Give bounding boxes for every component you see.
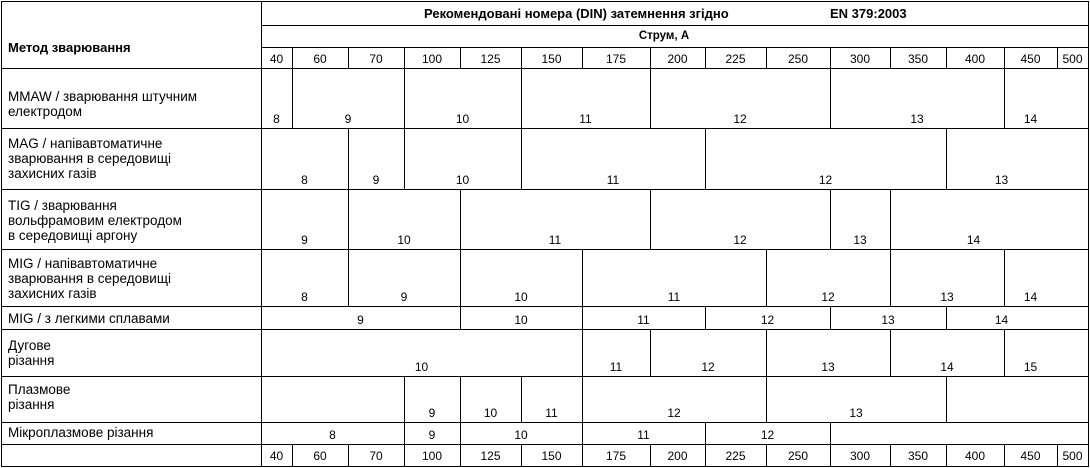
current-scale-bottom-tick xyxy=(705,444,706,467)
current-scale-top-tick xyxy=(766,47,767,69)
shade-number: 8 xyxy=(301,290,308,304)
row-divider xyxy=(1,329,1089,330)
current-scale-top-tick xyxy=(582,47,583,69)
shade-number: 14 xyxy=(994,313,1009,327)
segment-boundary xyxy=(348,128,349,190)
shade-number: 12 xyxy=(760,428,775,442)
shade-number: 13 xyxy=(994,173,1009,187)
shade-number: 10 xyxy=(397,233,411,247)
shade-number: 9 xyxy=(357,313,364,327)
current-scale-top-value: 250 xyxy=(787,52,809,66)
shade-number: 15 xyxy=(1023,360,1038,374)
table-border-bottom xyxy=(1,466,1089,467)
title-divider xyxy=(261,25,1089,26)
segment-boundary xyxy=(1004,68,1005,129)
current-label: Струм, А xyxy=(638,30,690,42)
scale-divider xyxy=(261,47,1089,48)
current-scale-bottom-value: 70 xyxy=(369,449,383,463)
current-scale-bottom-tick xyxy=(348,444,349,467)
segment-boundary xyxy=(582,376,583,423)
segment-boundary xyxy=(404,68,405,129)
shade-number: 11 xyxy=(667,290,681,304)
segment-boundary xyxy=(890,329,891,377)
segment-boundary xyxy=(946,128,947,190)
current-scale-bottom-tick xyxy=(1057,444,1058,467)
segment-boundary xyxy=(890,189,891,250)
current-scale-bottom-value: 400 xyxy=(964,449,986,463)
segment-boundary xyxy=(705,306,706,330)
current-scale-top-value: 200 xyxy=(667,52,688,66)
method-name: Мікроплазмове різання xyxy=(8,425,154,440)
current-scale-bottom-value: 500 xyxy=(1062,449,1083,463)
current-scale-top-value: 40 xyxy=(269,52,284,66)
current-scale-bottom-tick xyxy=(1004,444,1005,467)
shade-number: 14 xyxy=(1023,290,1038,304)
shade-number: 9 xyxy=(428,428,436,442)
segment-boundary xyxy=(830,422,831,445)
segment-boundary xyxy=(404,422,405,445)
row-divider xyxy=(1,189,1089,190)
table-border-right xyxy=(1088,1,1089,467)
shade-number: 12 xyxy=(667,406,681,420)
standard-reference: EN 379:2003 xyxy=(830,6,907,21)
current-scale-bottom-value: 125 xyxy=(480,449,501,463)
segment-boundary xyxy=(460,189,461,250)
segment-boundary xyxy=(582,306,583,330)
segment-boundary xyxy=(1004,329,1005,377)
current-scale-bottom-value: 175 xyxy=(605,449,627,463)
table-title: Рекомендовані номера (DIN) затемнення згідно xyxy=(424,6,729,21)
segment-boundary xyxy=(946,306,947,330)
segment-boundary xyxy=(890,249,891,307)
current-scale-bottom-tick xyxy=(404,444,405,467)
segment-boundary xyxy=(521,128,522,190)
current-scale-bottom-tick xyxy=(890,444,891,467)
method-name: MMAW / зварювання штучним електродом xyxy=(8,89,198,119)
segment-boundary xyxy=(460,306,461,330)
shade-number: 13 xyxy=(940,290,954,304)
current-scale-bottom-value: 350 xyxy=(907,449,929,463)
current-scale-bottom-value: 300 xyxy=(849,449,871,463)
segment-boundary xyxy=(766,329,767,377)
method-name: MIG / з легкими сплавами xyxy=(8,311,170,326)
segment-boundary xyxy=(348,249,349,307)
method-name: Дугове різання xyxy=(8,338,55,368)
method-name: MIG / напівавтоматичне зварювання в середовищі захисних газів xyxy=(8,256,171,301)
current-scale-top-tick xyxy=(946,47,947,69)
shade-number: 9 xyxy=(400,290,408,304)
segment-boundary xyxy=(946,376,947,423)
segment-boundary xyxy=(582,329,583,377)
method-column-header: Метод зварювання xyxy=(8,40,131,55)
current-scale-bottom-value: 225 xyxy=(725,449,746,463)
current-scale-bottom-value: 60 xyxy=(313,449,327,463)
shade-number: 9 xyxy=(428,406,436,420)
shade-number: 13 xyxy=(910,112,924,126)
shade-number: 9 xyxy=(372,173,380,187)
table-border-left xyxy=(1,1,2,467)
row-divider xyxy=(1,422,1089,423)
shade-number: 12 xyxy=(821,290,835,304)
current-scale-bottom-tick xyxy=(292,444,293,467)
segment-boundary xyxy=(830,189,831,250)
segment-boundary xyxy=(1004,249,1005,307)
segment-boundary xyxy=(766,376,767,423)
shade-number: 11 xyxy=(579,112,592,126)
current-scale-top-value: 150 xyxy=(541,52,562,66)
row-divider xyxy=(1,444,1089,445)
segment-boundary xyxy=(404,128,405,190)
row-divider xyxy=(1,128,1089,129)
shade-number: 14 xyxy=(1023,112,1038,126)
header-bottom xyxy=(1,68,1089,69)
current-scale-top-value: 300 xyxy=(849,52,871,66)
shade-number: 14 xyxy=(966,233,981,247)
segment-boundary xyxy=(292,68,293,129)
segment-boundary xyxy=(348,189,349,250)
current-scale-top-value: 225 xyxy=(725,52,746,66)
segment-boundary xyxy=(460,376,461,423)
shade-number: 11 xyxy=(548,233,562,247)
method-name: MAG / напівавтоматичне зварювання в середовищі захисних газів xyxy=(8,136,171,181)
shade-number: 13 xyxy=(853,233,867,247)
shade-number: 8 xyxy=(329,428,336,442)
current-scale-bottom-tick xyxy=(650,444,651,467)
shade-number: 10 xyxy=(514,290,528,304)
row-divider xyxy=(1,306,1089,307)
shade-number: 12 xyxy=(733,112,747,126)
segment-boundary xyxy=(650,189,651,250)
shade-number: 11 xyxy=(606,173,620,187)
current-scale-bottom-value: 40 xyxy=(269,449,284,463)
current-scale-top-tick xyxy=(521,47,522,69)
current-scale-top-tick xyxy=(348,47,349,69)
method-column-divider xyxy=(261,1,262,467)
current-scale-top-value: 125 xyxy=(480,52,501,66)
segment-boundary xyxy=(705,128,706,190)
current-scale-top-tick xyxy=(705,47,706,69)
method-name: Плазмове різання xyxy=(8,382,71,412)
shade-number: 14 xyxy=(940,360,954,374)
segment-boundary xyxy=(460,249,461,307)
shade-number: 10 xyxy=(514,313,528,327)
shade-number: 10 xyxy=(414,360,429,374)
segment-boundary xyxy=(521,68,522,129)
segment-boundary xyxy=(521,376,522,423)
row-divider xyxy=(1,376,1089,377)
shade-number: 11 xyxy=(637,428,650,442)
shade-number: 10 xyxy=(455,112,470,126)
current-scale-top-tick xyxy=(890,47,891,69)
method-name: TIG / зварювання вольфрамовим електродом в середовищі аргону xyxy=(8,198,182,243)
current-scale-top-value: 500 xyxy=(1062,52,1083,66)
current-scale-top-tick xyxy=(292,47,293,69)
shade-number: 11 xyxy=(545,406,558,420)
current-scale-top-value: 400 xyxy=(964,52,986,66)
shade-number: 13 xyxy=(881,313,895,327)
current-scale-bottom-value: 200 xyxy=(667,449,688,463)
segment-boundary xyxy=(650,68,651,129)
current-scale-bottom-tick xyxy=(946,444,947,467)
shade-number: 9 xyxy=(344,112,352,126)
segment-boundary xyxy=(830,306,831,330)
current-scale-top-tick xyxy=(460,47,461,69)
current-scale-top-tick xyxy=(650,47,651,69)
segment-boundary xyxy=(766,249,767,307)
shade-number: 9 xyxy=(301,233,308,247)
segment-boundary xyxy=(650,329,651,377)
segment-boundary xyxy=(404,376,405,423)
current-scale-bottom-value: 100 xyxy=(421,449,443,463)
current-scale-bottom-tick xyxy=(521,444,522,467)
current-scale-bottom-value: 150 xyxy=(541,449,562,463)
shade-number: 10 xyxy=(483,406,498,420)
segment-boundary xyxy=(460,422,461,445)
shade-number: 12 xyxy=(701,360,715,374)
shade-number: 8 xyxy=(301,173,308,187)
shade-number: 13 xyxy=(849,406,863,420)
current-scale-top-value: 450 xyxy=(1020,52,1041,66)
shade-number: 10 xyxy=(514,428,528,442)
row-divider xyxy=(1,249,1089,250)
segment-boundary xyxy=(830,68,831,129)
current-scale-top-value: 70 xyxy=(369,52,383,66)
shade-number: 8 xyxy=(273,112,280,126)
current-scale-top-value: 60 xyxy=(313,52,327,66)
current-scale-bottom-value: 250 xyxy=(787,449,809,463)
segment-boundary xyxy=(705,422,706,445)
current-scale-top-tick xyxy=(1057,47,1058,69)
current-scale-top-tick xyxy=(830,47,831,69)
current-scale-bottom-value: 450 xyxy=(1020,449,1041,463)
current-scale-top-value: 175 xyxy=(605,52,627,66)
shade-number: 11 xyxy=(637,313,650,327)
table-border-top xyxy=(1,1,1089,2)
shade-number: 12 xyxy=(760,313,775,327)
current-scale-top-value: 100 xyxy=(421,52,443,66)
current-scale-top-value: 350 xyxy=(907,52,929,66)
current-scale-bottom-tick xyxy=(460,444,461,467)
current-scale-bottom-tick xyxy=(582,444,583,467)
shade-number: 13 xyxy=(821,360,835,374)
shade-number: 11 xyxy=(609,360,623,374)
shade-number: 12 xyxy=(818,173,833,187)
segment-boundary xyxy=(582,249,583,307)
current-scale-top-tick xyxy=(404,47,405,69)
current-scale-bottom-tick xyxy=(830,444,831,467)
current-scale-top-tick xyxy=(1004,47,1005,69)
segment-boundary xyxy=(582,422,583,445)
current-scale-bottom-tick xyxy=(766,444,767,467)
shade-number: 12 xyxy=(733,233,747,247)
shade-number: 10 xyxy=(455,173,470,187)
